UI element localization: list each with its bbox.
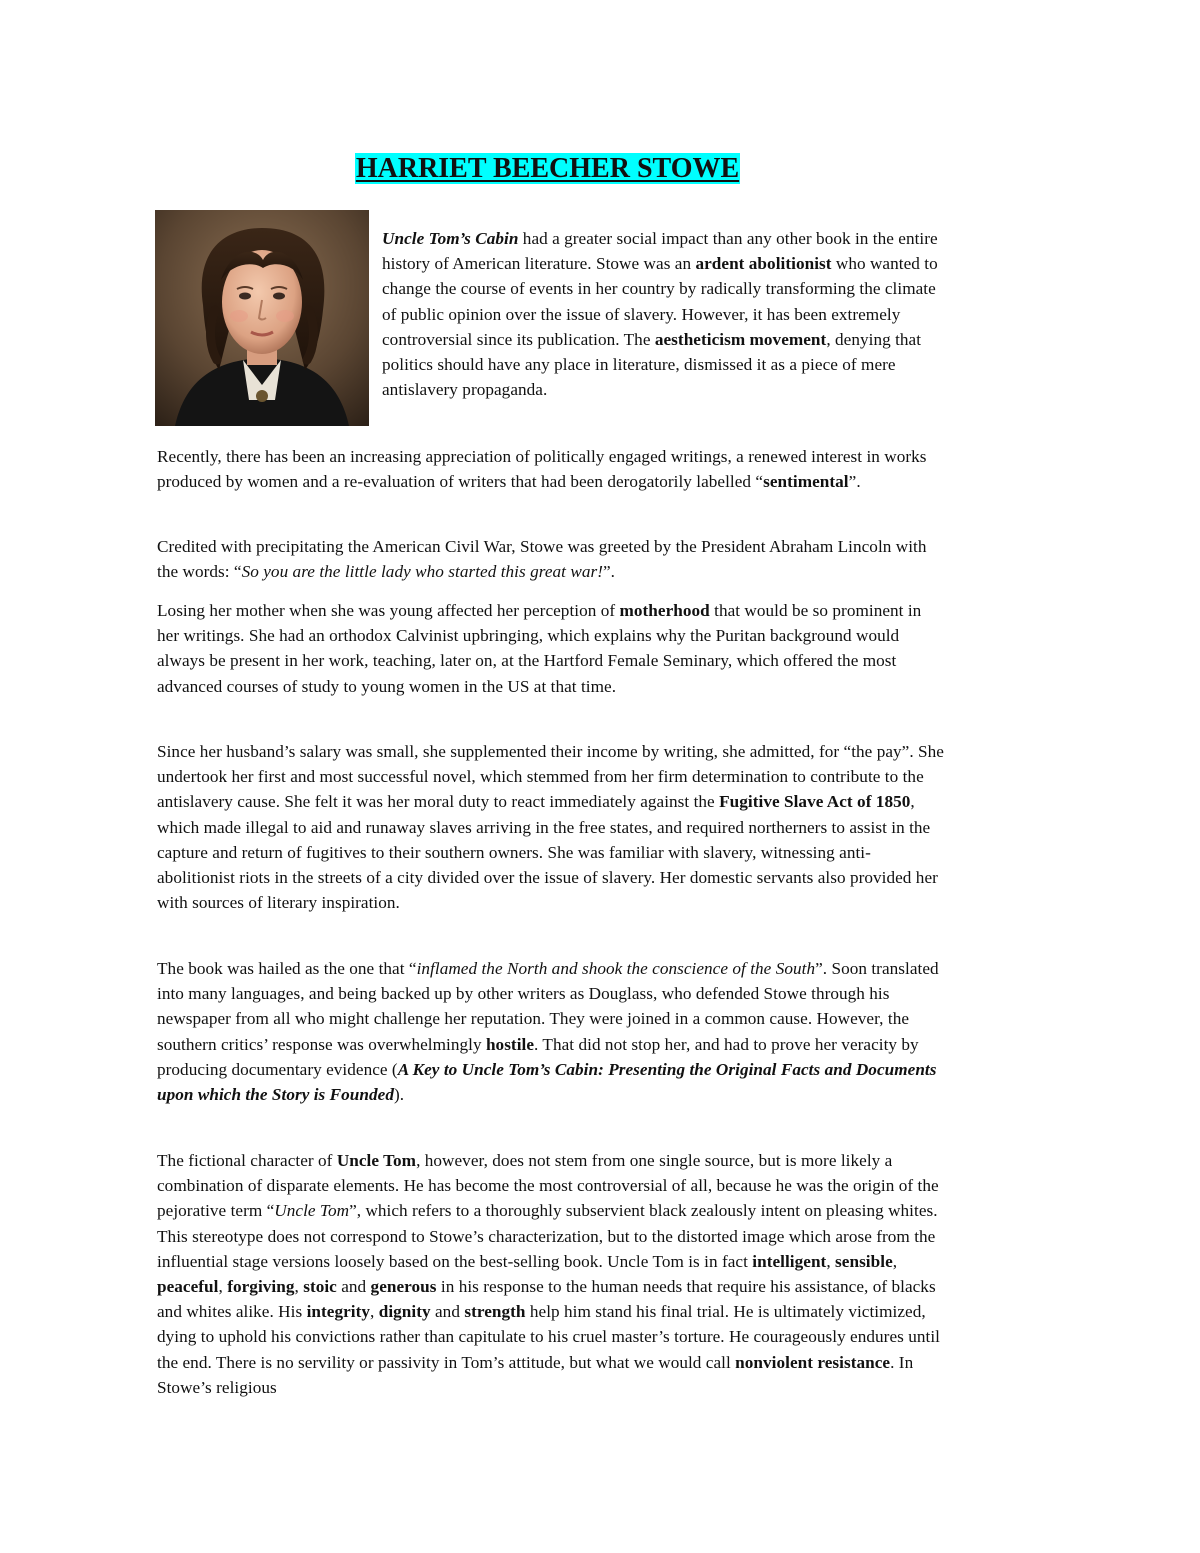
emphasized-text: sentimental	[763, 472, 849, 492]
emphasized-text: aestheticism movement	[654, 329, 827, 349]
emphasized-text: inflamed the North and shook the conscience of the South	[416, 959, 816, 978]
emphasized-text: dignity	[378, 1302, 431, 1322]
paragraph-3	[157, 534, 947, 584]
emphasized-text: Uncle Tom’s Cabin	[382, 229, 519, 248]
text-run: Losing her mother when she was young affected her perception of	[157, 601, 620, 620]
emphasized-text: forgiving	[227, 1277, 295, 1297]
text-run: Credited with precipitating the American Civil War, Stowe was greeted by the President Abraham Lincoln with the words: “	[157, 537, 927, 582]
text-run: ”, which refers to a thoroughly subservient black zealously intent on pleasing whites. This stereotype does not correspond to Stowe’s characterization, but to the distorted image which arose from the influential stage versions loosely based on the best-selling book. Uncle Tom is in fact	[157, 1201, 938, 1271]
text-run: , which made illegal to aid and runaway slaves arriving in the free states, and required northerners to assist in the capture and return of fugitives to their southern owners. She was familiar with slavery, witnessing anti-abolitionist riots in the streets of a city divided over the issue of slavery. Her domestic servants also provided her with sources of literary inspiration.	[157, 792, 938, 913]
emphasized-text: peaceful	[157, 1277, 219, 1297]
text-run: ,	[370, 1302, 379, 1322]
emphasized-text: sensible	[835, 1251, 893, 1271]
text-run: ”.	[848, 472, 861, 492]
text-run: ).	[394, 1085, 405, 1105]
text-run: ,	[892, 1251, 898, 1271]
emphasized-text: intelligent	[752, 1251, 827, 1271]
paragraph-5	[157, 739, 947, 915]
emphasized-text: So you are the little lady who started this great war!	[241, 562, 603, 582]
paragraph-4	[157, 598, 947, 699]
text-run: help him stand his final trial. He is ultimately victimized, dying to uphold his convictions rather than capitulate to his cruel master’s torture. He courageously endures until the end. There is no servility or passivity in Tom’s attitude, but what we would call	[157, 1302, 940, 1372]
paragraph-1	[382, 226, 947, 402]
text-run: Recently, there has been an increasing appreciation of politically engaged writings, a renewed interest in works produced by women and a re-evaluation of writers that had been derogatorily labelled “	[157, 447, 927, 492]
text-run: that would be so prominent in her writings. She had an orthodox Calvinist upbringing, which explains why the Puritan background would always be present in her work, teaching, later on, at the Hartford Female Seminary, which offered the most advanced courses of study to young women in the US at that time.	[157, 601, 922, 696]
portrait-photo	[155, 210, 369, 426]
text-run: The fictional character of	[157, 1151, 337, 1170]
text-run: and	[336, 1277, 371, 1297]
paragraph-6	[157, 956, 947, 1107]
paragraph-2	[157, 444, 947, 494]
text-run: who wanted to change the course of events in her country by radically transforming the climate of public opinion over the issue of slavery. However, it has been extremely controversial since its publication. The	[382, 254, 938, 349]
emphasized-text: Uncle Tom	[336, 1151, 417, 1170]
emphasized-text: hostile	[485, 1034, 535, 1054]
emphasized-text: motherhood	[619, 601, 710, 620]
text-run: . That did not stop her, and had to prove her veracity by producing documentary evidence (	[157, 1034, 919, 1079]
text-run: . In Stowe’s religious	[157, 1352, 914, 1397]
page-title-text: HARRIET BEECHER STOWE	[355, 152, 740, 184]
emphasized-text: Uncle Tom	[274, 1201, 350, 1221]
text-run: and	[430, 1302, 465, 1322]
text-run: in his response to the human needs that require his assistance, of blacks and whites alike. His	[157, 1277, 936, 1322]
emphasized-text: ardent abolitionist	[695, 254, 832, 274]
text-run: had a greater social impact than any other book in the entire history of American literature. Stowe was an	[382, 229, 938, 274]
text-run: ”.	[603, 562, 616, 582]
emphasized-text: generous	[370, 1277, 437, 1297]
paragraph-7	[157, 1148, 947, 1400]
text-run: ,	[826, 1251, 836, 1271]
emphasized-text: integrity	[306, 1302, 371, 1322]
page-title	[0, 152, 1095, 186]
emphasized-text: strength	[464, 1302, 526, 1322]
text-run: ,	[218, 1277, 228, 1297]
emphasized-text: Fugitive Slave Act of 1850	[719, 792, 911, 812]
emphasized-text: stoic	[303, 1277, 337, 1297]
text-run: Since her husband’s salary was small, she supplemented their income by writing, she admitted, for “the pay”. She undertook her first and most successful novel, which stemmed from her firm determination to contribute to the antislavery cause. She felt it was her moral duty to react immediately against the	[157, 742, 944, 812]
emphasized-text: nonviolent resistance	[735, 1352, 891, 1372]
emphasized-text: A Key to Uncle Tom’s Cabin: Presenting the Original Facts and Documents upon which the Story is Founded	[157, 1059, 937, 1105]
text-run: ”. Soon translated into many languages, and being backed up by other writers as Douglass, who defended Stowe through his newspaper from all who might challenge her reputation. They were joined in a common cause. However, the southern critics’ response was overwhelmingly	[157, 959, 939, 1054]
portrait-photo-icon	[155, 210, 369, 426]
text-run: , denying that politics should have any place in literature, dismissed it as a piece of mere antislavery propaganda.	[382, 329, 922, 400]
text-run: ,	[294, 1277, 304, 1297]
text-run: , however, does not stem from one single source, but is more likely a combination of disparate elements. He has become the most controversial of all, because he was the origin of the pejorative term “	[157, 1151, 939, 1221]
text-run: The book was hailed as the one that “	[157, 959, 417, 978]
